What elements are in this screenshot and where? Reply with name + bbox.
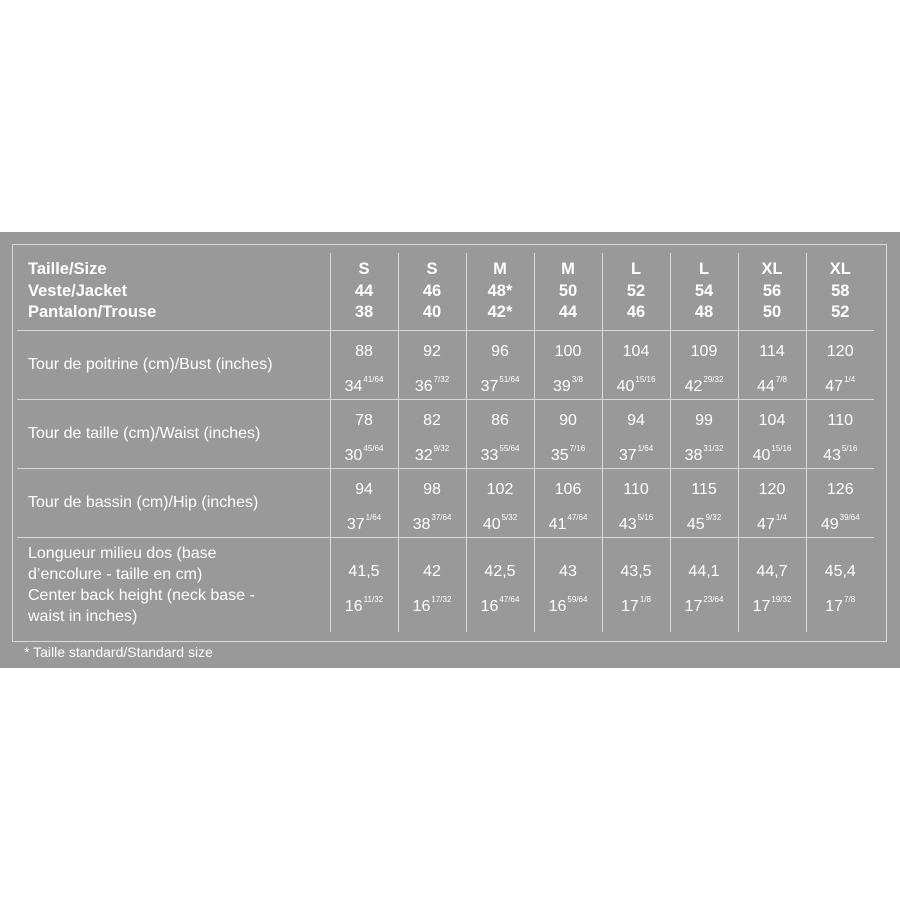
value-inches-fraction: 7/8	[844, 594, 856, 604]
value-inches	[535, 434, 602, 464]
measurement-cell	[670, 468, 738, 537]
measurement-cell	[330, 468, 398, 537]
size-size: XL	[761, 260, 783, 278]
measurement-cell	[466, 468, 534, 537]
value-inches	[399, 434, 466, 464]
value-inches-fraction: 5/32	[501, 512, 518, 522]
value-inches-whole: 17	[684, 597, 703, 615]
measurement-cell	[670, 330, 738, 399]
value-inches-fraction: 1/64	[365, 512, 382, 522]
measurement-row	[17, 468, 874, 537]
header-label-cell	[17, 253, 330, 330]
value-cm: 106	[554, 480, 582, 498]
size-column-header	[738, 253, 806, 330]
value-inches	[671, 585, 738, 615]
value-inches	[399, 365, 466, 395]
header-label-line: Pantalon/Trouse	[28, 303, 157, 321]
value-cm: 82	[423, 411, 441, 429]
value-inches	[535, 585, 602, 615]
value-inches-whole: 37	[346, 515, 365, 533]
value-inches	[535, 365, 602, 395]
value-cm: 114	[759, 342, 785, 360]
value-inches	[467, 585, 534, 615]
value-inches-fraction: 23/64	[703, 594, 724, 604]
value-inches-fraction: 3/8	[571, 374, 583, 384]
value-inches-whole: 16	[480, 597, 499, 615]
measurement-row	[17, 330, 874, 399]
value-cm: 96	[491, 342, 509, 360]
measurement-label-line: Longueur milieu dos (base	[28, 544, 217, 562]
value-inches-fraction: 1/4	[775, 512, 787, 522]
value-inches	[739, 365, 806, 395]
measurement-cell	[398, 330, 466, 399]
value-inches-whole: 38	[684, 446, 703, 464]
value-cm: 41,5	[348, 562, 380, 580]
value-inches	[331, 434, 398, 464]
value-inches-whole: 32	[414, 446, 433, 464]
measurement-cell	[534, 537, 602, 632]
value-inches-fraction: 15/16	[771, 443, 792, 453]
measurement-cell	[738, 399, 806, 468]
value-cm: 126	[826, 480, 854, 498]
value-inches	[807, 503, 875, 533]
size-pants: 46	[626, 303, 646, 321]
measurement-cell	[806, 330, 874, 399]
measurement-label-line: Tour de bassin (cm)/Hip (inches)	[28, 494, 259, 511]
value-inches-fraction: 1/8	[639, 594, 651, 604]
size-jacket: 50	[558, 281, 578, 300]
value-cm: 42	[423, 562, 441, 580]
value-inches-whole: 17	[825, 597, 844, 615]
measurement-cell	[806, 537, 874, 632]
footnote: * Taille standard/Standard size	[24, 644, 213, 660]
value-inches	[807, 585, 875, 615]
measurement-cell	[670, 399, 738, 468]
value-inches-fraction: 5/16	[637, 512, 654, 522]
measurement-label	[17, 399, 330, 468]
value-cm: 92	[423, 342, 441, 360]
value-cm: 43,5	[620, 562, 652, 580]
value-inches-fraction: 37/64	[431, 512, 452, 522]
value-cm: 110	[623, 480, 649, 498]
measurement-cell	[602, 468, 670, 537]
value-inches-whole: 40	[482, 515, 501, 533]
value-inches-whole: 43	[823, 446, 841, 464]
value-inches-whole: 36	[414, 377, 433, 395]
measurement-cell	[534, 330, 602, 399]
value-inches-fraction: 47/64	[499, 594, 520, 604]
value-inches-fraction: 9/32	[433, 443, 450, 453]
value-cm: 102	[486, 480, 514, 498]
measurement-cell	[738, 537, 806, 632]
measurement-cell	[602, 330, 670, 399]
measurement-cell	[602, 399, 670, 468]
value-inches-fraction: 11/32	[363, 594, 384, 604]
measurement-cell	[806, 399, 874, 468]
size-column-header	[466, 253, 534, 330]
value-cm: 98	[423, 480, 441, 498]
measurement-label-line: Tour de poitrine (cm)/Bust (inches)	[28, 356, 273, 373]
value-cm: 86	[491, 411, 509, 429]
value-inches-fraction: 1/64	[637, 443, 654, 453]
value-cm: 45,4	[824, 562, 856, 580]
size-pants: 50	[762, 303, 782, 321]
measurement-label	[17, 468, 330, 537]
value-cm: 99	[695, 411, 713, 429]
size-jacket: 56	[762, 281, 782, 300]
size-pants: 44	[558, 303, 578, 321]
size-pants: 40	[422, 303, 442, 321]
value-inches-whole: 38	[412, 515, 431, 533]
value-cm: 88	[355, 342, 373, 360]
measurement-label	[17, 330, 330, 399]
measurement-row	[17, 399, 874, 468]
measurement-cell	[330, 537, 398, 632]
header-label-line: Taille/Size	[28, 260, 107, 278]
value-inches-fraction: 17/32	[431, 594, 452, 604]
measurement-cell	[806, 468, 874, 537]
size-size: M	[561, 260, 575, 278]
value-inches-fraction: 55/64	[499, 443, 520, 453]
value-inches	[739, 503, 806, 533]
value-inches-whole: 34	[344, 377, 363, 395]
value-cm: 94	[355, 480, 373, 498]
measurement-cell	[398, 537, 466, 632]
value-inches-whole: 37	[480, 377, 499, 395]
value-inches-fraction: 31/32	[703, 443, 724, 453]
value-inches	[331, 503, 398, 533]
value-cm: 42,5	[484, 562, 516, 580]
size-jacket: 44	[354, 281, 374, 300]
measurement-cell	[398, 468, 466, 537]
value-cm: 100	[554, 342, 582, 360]
size-pants: 38	[354, 303, 374, 321]
size-column-header	[602, 253, 670, 330]
value-inches	[671, 503, 738, 533]
size-column-header	[398, 253, 466, 330]
value-inches-whole: 16	[548, 597, 567, 615]
value-cm: 120	[758, 480, 786, 498]
value-inches	[603, 365, 670, 395]
value-inches-fraction: 51/64	[499, 374, 520, 384]
value-inches	[331, 365, 398, 395]
value-cm: 115	[691, 480, 717, 498]
value-inches-whole: 45	[686, 515, 705, 533]
value-inches-fraction: 47/64	[567, 512, 588, 522]
value-inches	[671, 365, 738, 395]
measurement-cell	[330, 330, 398, 399]
size-jacket: 52	[626, 281, 646, 300]
measurement-cell	[398, 399, 466, 468]
size-pants: 52	[831, 303, 850, 321]
size-pants: 48	[694, 303, 714, 321]
value-inches	[739, 434, 806, 464]
size-size: XL	[829, 260, 851, 278]
value-inches-whole: 30	[344, 446, 363, 464]
measurement-label-line: Center back height (neck base -	[28, 586, 255, 604]
value-cm: 90	[559, 411, 577, 429]
value-inches-fraction: 5/16	[841, 443, 858, 453]
measurement-cell	[534, 399, 602, 468]
value-inches-fraction: 59/64	[567, 594, 588, 604]
value-inches-fraction: 7/16	[569, 443, 586, 453]
value-cm: 120	[826, 342, 854, 360]
size-jacket: 46	[422, 281, 442, 300]
value-inches-fraction: 29/32	[703, 374, 724, 384]
size-pants: 42*	[487, 303, 513, 321]
value-inches-whole: 44	[757, 377, 775, 395]
value-inches	[603, 503, 670, 533]
measurement-cell	[602, 537, 670, 632]
measurement-label-line: Tour de taille (cm)/Waist (inches)	[28, 425, 261, 442]
value-inches	[671, 434, 738, 464]
value-inches-fraction: 7/8	[775, 374, 787, 384]
value-inches-whole: 16	[344, 597, 363, 615]
value-cm: 44,1	[688, 562, 720, 580]
value-inches-whole: 40	[752, 446, 771, 464]
value-cm: 94	[627, 411, 645, 429]
value-inches	[467, 434, 534, 464]
measurement-cell	[466, 330, 534, 399]
value-inches-whole: 47	[825, 377, 844, 395]
value-cm: 104	[622, 342, 650, 360]
size-size: S	[426, 260, 438, 278]
value-inches-whole: 16	[412, 597, 431, 615]
size-jacket: 48*	[487, 281, 513, 300]
value-inches	[603, 585, 670, 615]
value-cm: 78	[355, 411, 373, 429]
value-inches-fraction: 7/32	[433, 374, 450, 384]
size-column-header	[670, 253, 738, 330]
value-inches	[467, 365, 534, 395]
measurement-cell	[670, 537, 738, 632]
measurement-label	[17, 537, 330, 632]
value-inches-whole: 17	[752, 597, 771, 615]
value-inches-fraction: 9/32	[705, 512, 722, 522]
value-inches	[399, 585, 466, 615]
value-inches-whole: 40	[616, 377, 635, 395]
size-column-header	[806, 253, 874, 330]
measurement-cell	[738, 468, 806, 537]
value-cm: 110	[827, 411, 853, 429]
size-size: S	[358, 260, 370, 278]
value-inches-whole: 35	[550, 446, 569, 464]
value-inches-whole: 47	[757, 515, 775, 533]
size-jacket: 58	[831, 281, 850, 300]
value-inches-whole: 49	[820, 515, 839, 533]
value-inches-whole: 39	[553, 377, 571, 395]
value-inches	[807, 434, 875, 464]
measurement-cell	[466, 399, 534, 468]
size-column-header	[330, 253, 398, 330]
header-label-line: Veste/Jacket	[28, 281, 128, 300]
size-column-header	[534, 253, 602, 330]
value-cm: 43	[559, 562, 577, 580]
measurement-cell	[534, 468, 602, 537]
measurement-cell	[738, 330, 806, 399]
value-inches-whole: 37	[618, 446, 637, 464]
measurement-cell	[466, 537, 534, 632]
value-cm: 109	[690, 342, 718, 360]
value-inches	[399, 503, 466, 533]
size-jacket: 54	[694, 281, 714, 300]
value-inches-whole: 17	[621, 597, 639, 615]
header-row	[17, 253, 874, 330]
value-cm: 44,7	[756, 562, 788, 580]
value-inches	[331, 585, 398, 615]
size-size: L	[698, 260, 710, 278]
value-inches	[603, 434, 670, 464]
value-inches-whole: 43	[618, 515, 637, 533]
value-inches	[807, 365, 875, 395]
value-inches-whole: 41	[548, 515, 567, 533]
value-inches-fraction: 39/64	[839, 512, 860, 522]
measurement-cell	[330, 399, 398, 468]
value-inches-fraction: 19/32	[771, 594, 792, 604]
value-inches	[467, 503, 534, 533]
size-size: M	[493, 260, 507, 278]
size-size: L	[630, 260, 642, 278]
value-inches-fraction: 45/64	[363, 443, 384, 453]
measurement-label-line: d’encolure - taille en cm)	[28, 565, 203, 583]
size-table	[17, 253, 874, 632]
value-inches-whole: 33	[480, 446, 499, 464]
value-inches-fraction: 1/4	[844, 374, 856, 384]
measurement-label-line: waist in inches)	[28, 607, 138, 625]
value-cm: 104	[758, 411, 786, 429]
value-inches	[739, 585, 806, 615]
size-chart-panel	[0, 232, 900, 668]
value-inches	[535, 503, 602, 533]
value-inches-fraction: 41/64	[363, 374, 384, 384]
value-inches-fraction: 15/16	[635, 374, 656, 384]
measurement-row	[17, 537, 874, 632]
value-inches-whole: 42	[684, 377, 703, 395]
